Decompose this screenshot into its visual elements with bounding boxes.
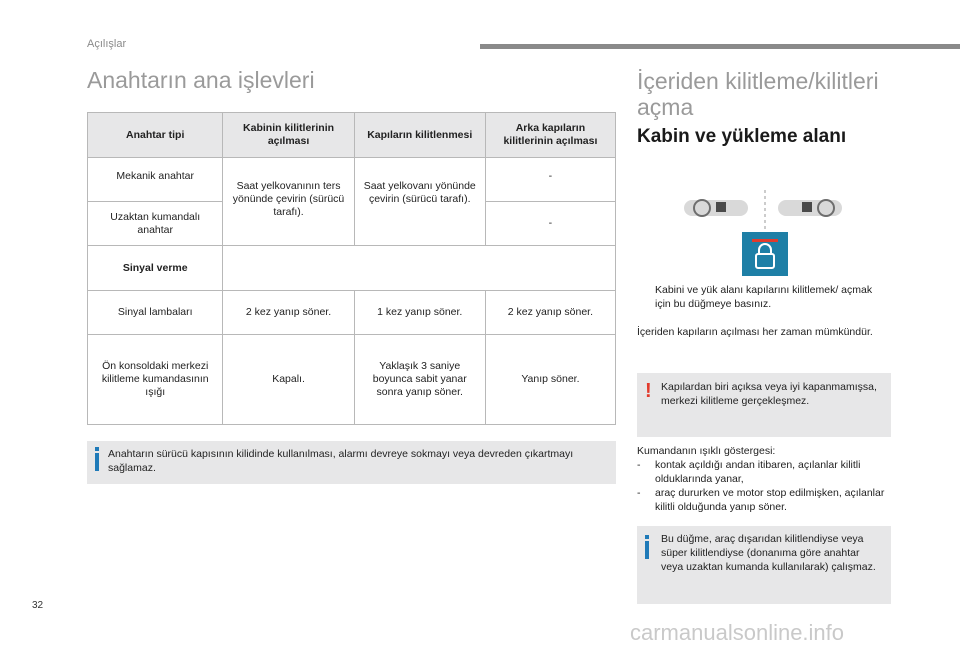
warning-box — [637, 373, 891, 437]
instruction-text: Kabini ve yük alanı kapılarını kilitlemek/ açmak için bu düğmeye basınız. — [655, 284, 873, 310]
table-cell: Mekanik anahtar — [88, 158, 223, 202]
lock-button-illustration — [680, 188, 850, 278]
section-label: Açılışlar — [87, 38, 127, 50]
page-number: 32 — [32, 600, 44, 611]
info-note-right — [637, 526, 891, 604]
table-cell: 2 kez yanıp söner. — [485, 291, 615, 335]
col-header-key-type: Anahtar tipi — [88, 113, 223, 158]
col-header-rear-unlock: Arka kapıların kilitlerinin açılması — [485, 113, 615, 158]
table-cell: Saat yelkovanının ters yönünde çevirin (sürücü tarafı). — [223, 158, 354, 246]
table-cell — [223, 246, 616, 291]
list-dash: - — [637, 487, 641, 499]
table-cell: - — [485, 158, 615, 202]
col-header-lock: Kapıların kilitlenmesi — [354, 113, 485, 158]
table-cell: Yaklaşık 3 saniye boyunca sabit yanar sonra yanıp söner. — [354, 335, 485, 425]
table-cell: Uzaktan kumandalı anahtar — [88, 202, 223, 246]
info-icon — [95, 453, 99, 471]
paragraph: İçeriden kapıların açılması her zaman mümkündür. — [637, 326, 873, 338]
list-dash: - — [637, 459, 641, 471]
list-item: araç dururken ve motor stop edilmişken, açılanlar kilitli olduğunda yanıp söner. — [655, 487, 885, 513]
instruction-bullet — [640, 283, 880, 311]
table-cell: Yanıp söner. — [485, 335, 615, 425]
table-cell: Ön konsoldaki merkezi kilitleme kumandasının ışığı — [88, 335, 223, 425]
right-title: İçeriden kilitleme/kilitleri açma — [637, 68, 879, 120]
key-functions-table — [87, 112, 616, 425]
col-header-cab-unlock: Kabinin kilitlerinin açılması — [223, 113, 354, 158]
info-text: Bu düğme, araç dışarıdan kilitlendiyse veya süper kilitlendiyse (donanıma göre anahtar veya uzaktan kumanda kullanılarak) çalışmaz. — [661, 533, 876, 573]
table-cell: Saat yelkovanı yönünde çevirin (sürücü tarafı). — [354, 158, 485, 246]
table-cell: Sinyal lambaları — [88, 291, 223, 335]
table-cell: 2 kez yanıp söner. — [223, 291, 354, 335]
switch-icon — [802, 202, 812, 212]
table-cell: 1 kez yanıp söner. — [354, 291, 485, 335]
left-title: Anahtarın ana işlevleri — [87, 67, 315, 93]
info-icon — [645, 541, 649, 559]
info-note-left — [87, 441, 616, 484]
table-subheader: Sinyal verme — [88, 246, 223, 291]
info-text: Anahtarın sürücü kapısının kilidinde kullanılması, alarmı devreye sokmayı veya devreden çıkartmayı sağlamaz. — [108, 448, 574, 474]
list-item: kontak açıldığı andan itibaren, açılanlar kilitli olduklarında yanar, — [655, 459, 861, 485]
warning-text: Kapılardan biri açıksa veya iyi kapanmamışsa, merkezi kilitleme gerçekleşmez. — [661, 381, 877, 407]
table-cell: - — [485, 202, 615, 246]
right-subtitle: Kabin ve yükleme alanı — [637, 126, 847, 147]
switch-icon — [716, 202, 726, 212]
table-cell: Kapalı. — [223, 335, 354, 425]
warning-icon: ! — [645, 380, 652, 402]
header-bar — [480, 44, 960, 49]
indicator-light — [752, 239, 778, 242]
watermark: carmanualsonline.info — [630, 620, 845, 645]
indicator-title: Kumandanın ışıklı göstergesi: — [637, 445, 776, 457]
